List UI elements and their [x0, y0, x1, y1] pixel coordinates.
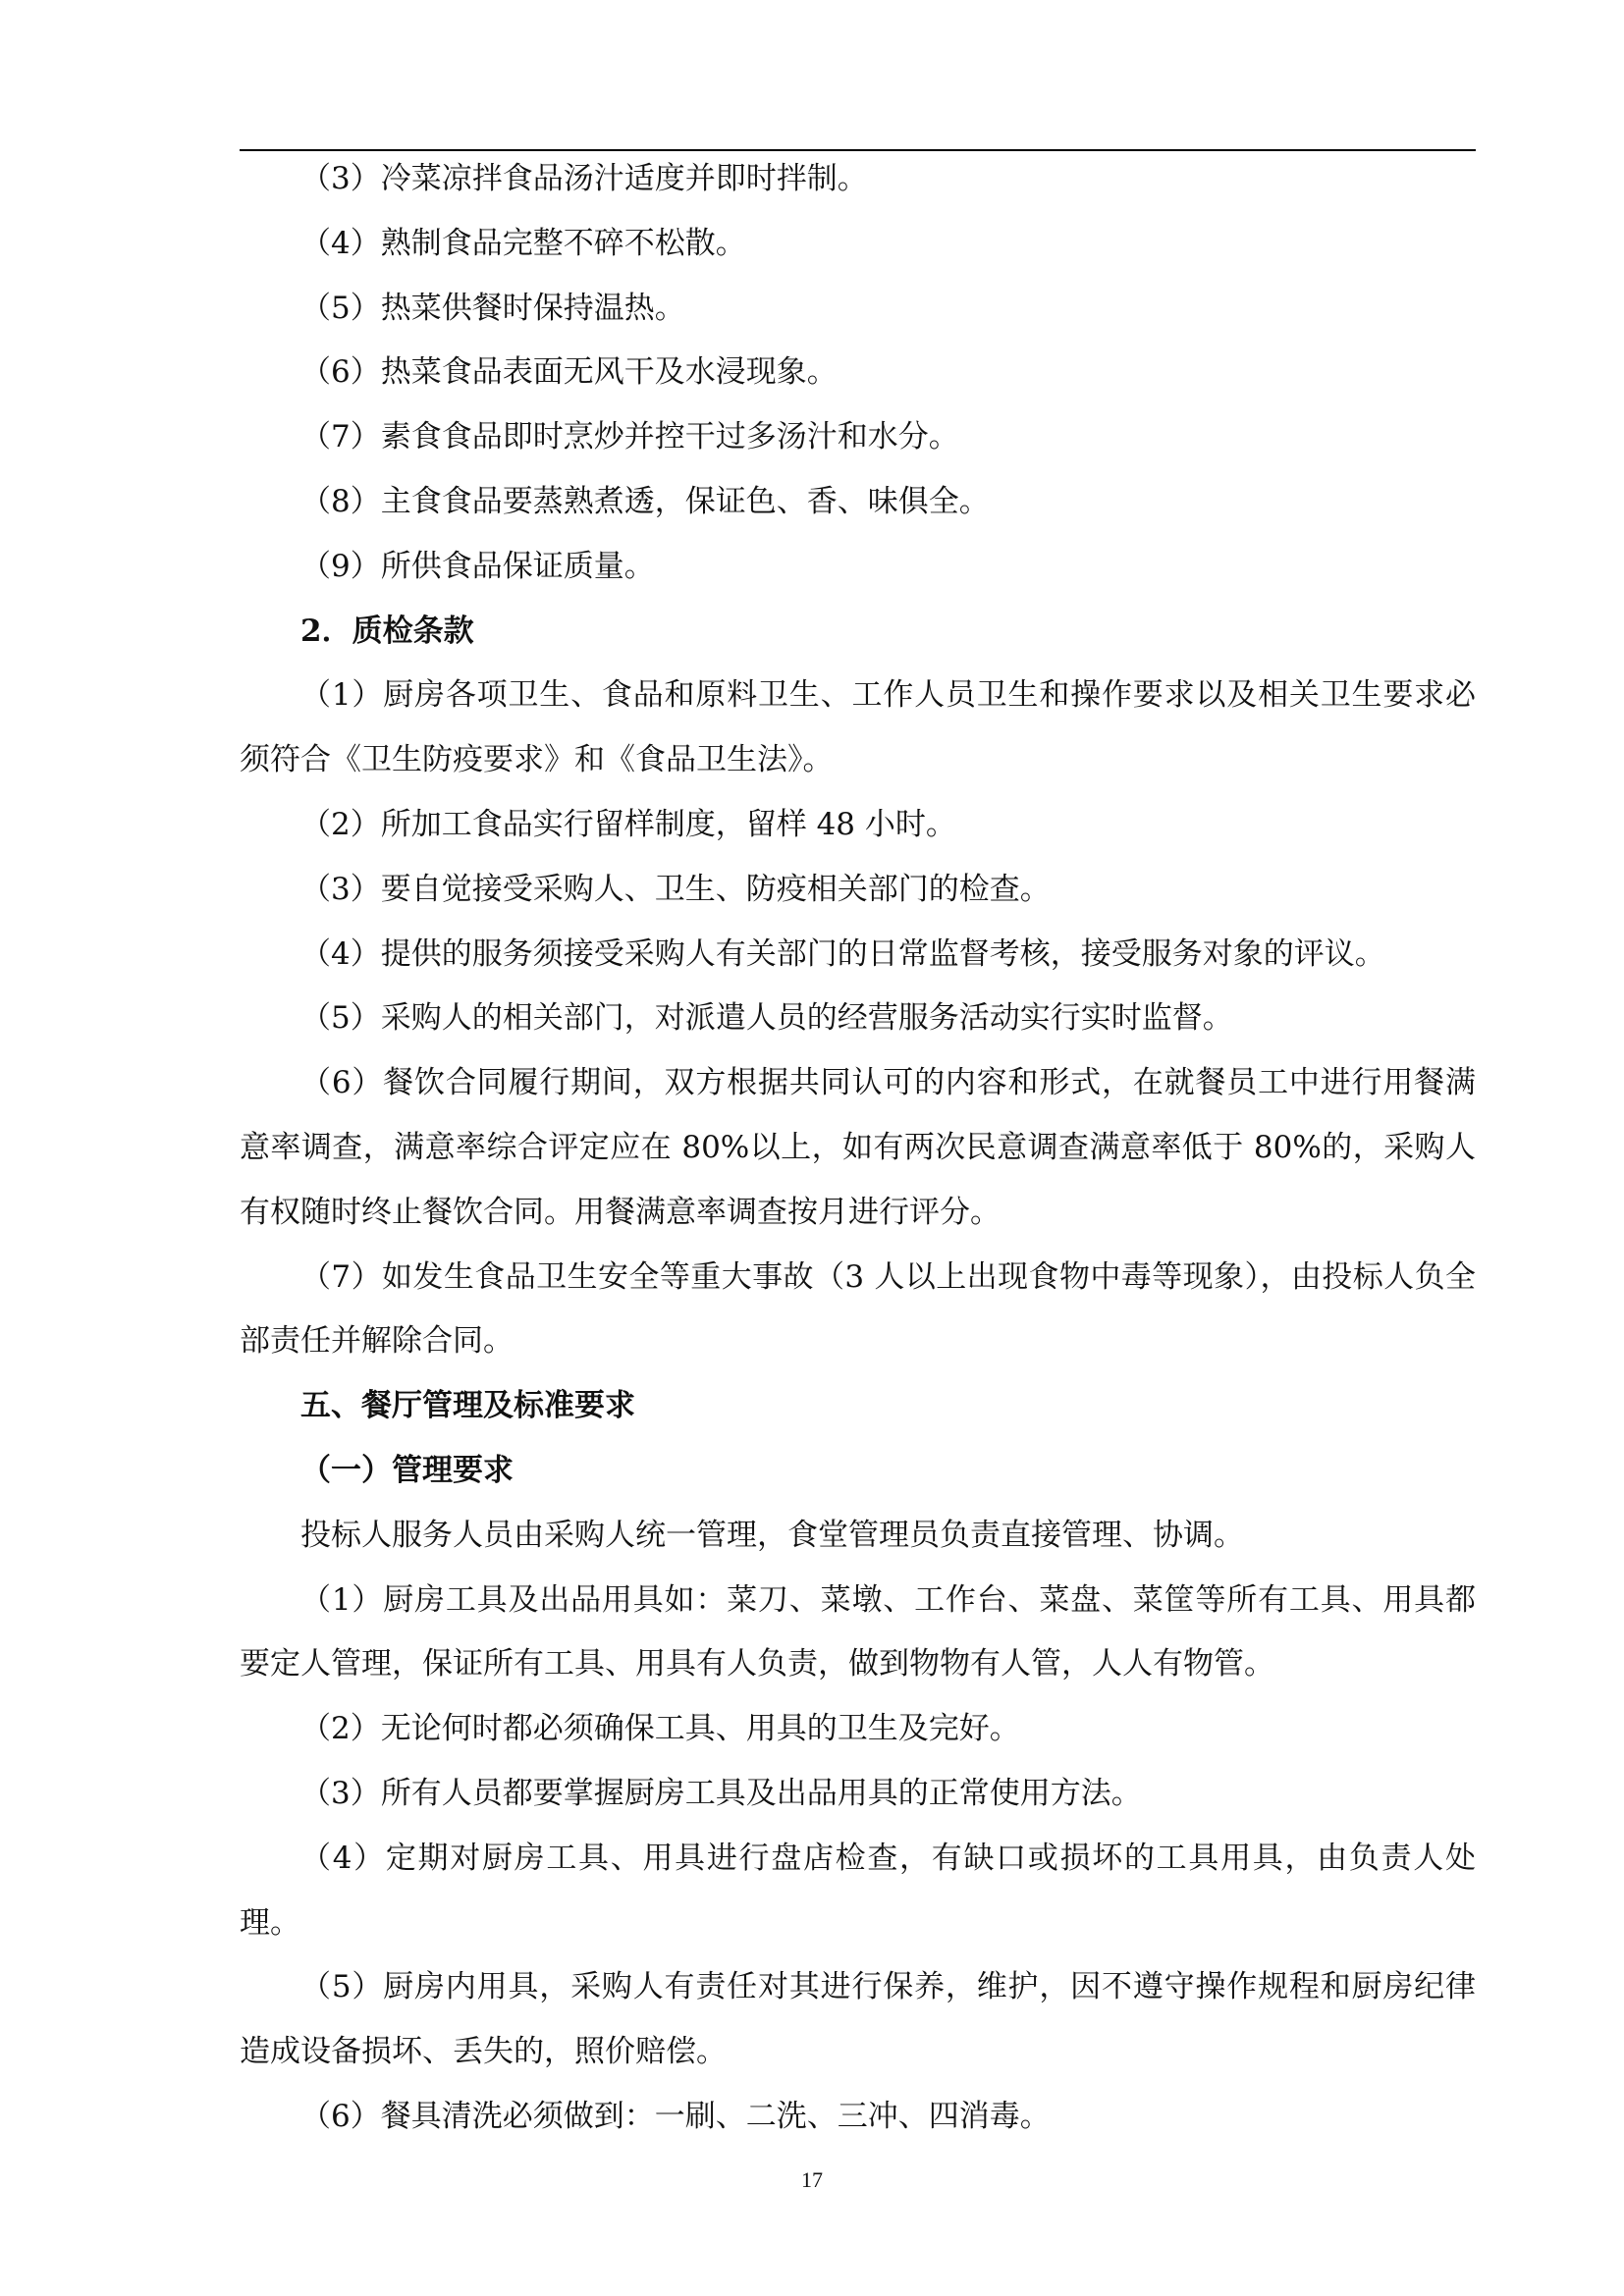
management-item-2: （2）无论何时都必须确保工具、用具的卫生及完好。	[300, 1711, 1020, 1747]
management-intro: 投标人服务人员由采购人统一管理，食堂管理员负责直接管理、协调。	[300, 1517, 1244, 1553]
paragraph-item-7: （7）素食食品即时烹炒并控干过多汤汁和水分。	[300, 419, 959, 455]
paragraph-item-9: （9）所供食品保证质量。	[300, 548, 655, 584]
quality-item-7: （7）如发生食品卫生安全等重大事故（3 人以上出现食物中毒等现象），由投标人负全部责任并解除合同。	[240, 1258, 1476, 1360]
paragraph-item-4: （4）熟制食品完整不碎不松散。	[300, 225, 746, 261]
management-item-1: （1）厨房工具及出品用具如：菜刀、菜墩、工作台、菜盘、菜筐等所有工具、用具都要定人管理，保证所有工具、用具有人负责，做到物物有人管，人人有物管。	[240, 1581, 1476, 1682]
management-item-3: （3）所有人员都要掌握厨房工具及出品用具的正常使用方法。	[300, 1775, 1142, 1811]
management-item-5: （5）厨房内用具，采购人有责任对其进行保养，维护，因不遵守操作规程和厨房纪律造成设备损坏、丢失的，照价赔偿。	[240, 1969, 1476, 2070]
quality-item-6: （6）餐饮合同履行期间，双方根据共同认可的内容和形式，在就餐员工中进行用餐满意率调查，满意率综合评定应在 80%以上，如有两次民意调查满意率低于 80%的，采购人有权随时终止餐饮合同。用餐满意率调查按月进行评分。	[240, 1065, 1476, 1230]
management-item-6: （6）餐具清洗必须做到：一刷、二洗、三冲、四消毒。	[300, 2098, 1051, 2134]
document-body	[240, 147, 1476, 2150]
management-item-4: （4）定期对厨房工具、用具进行盘店检查，有缺口或损坏的工具用具，由负责人处理。	[240, 1840, 1476, 1941]
quality-item-3: （3）要自觉接受采购人、卫生、防疫相关部门的检查。	[300, 871, 1051, 907]
quality-item-5: （5）采购人的相关部门，对派遣人员的经营服务活动实行实时监督。	[300, 1000, 1233, 1037]
quality-item-4: （4）提供的服务须接受采购人有关部门的日常监督考核，接受服务对象的评议。	[300, 935, 1385, 972]
paragraph-item-3: （3）冷菜凉拌食品汤汁适度并即时拌制。	[300, 161, 868, 196]
heading-management-requirements: （一）管理要求	[300, 1452, 514, 1488]
paragraph-item-8: （8）主食食品要蒸熟煮透，保证色、香、味俱全。	[300, 483, 990, 519]
paragraph-item-5: （5）热菜供餐时保持温热。	[300, 290, 685, 326]
paragraph-item-6: （6）热菜食品表面无风干及水浸现象。	[300, 354, 838, 391]
heading-quality-clauses: 2．质检条款	[300, 613, 474, 649]
heading-section-5: 五、餐厅管理及标准要求	[300, 1388, 635, 1424]
quality-item-2: （2）所加工食品实行留样制度，留样 48 小时。	[300, 806, 956, 842]
page-number: 17	[801, 2167, 823, 2192]
quality-item-1: （1）厨房各项卫生、食品和原料卫生、工作人员卫生和操作要求以及相关卫生要求必须符合《卫生防疫要求》和《食品卫生法》。	[240, 677, 1476, 778]
